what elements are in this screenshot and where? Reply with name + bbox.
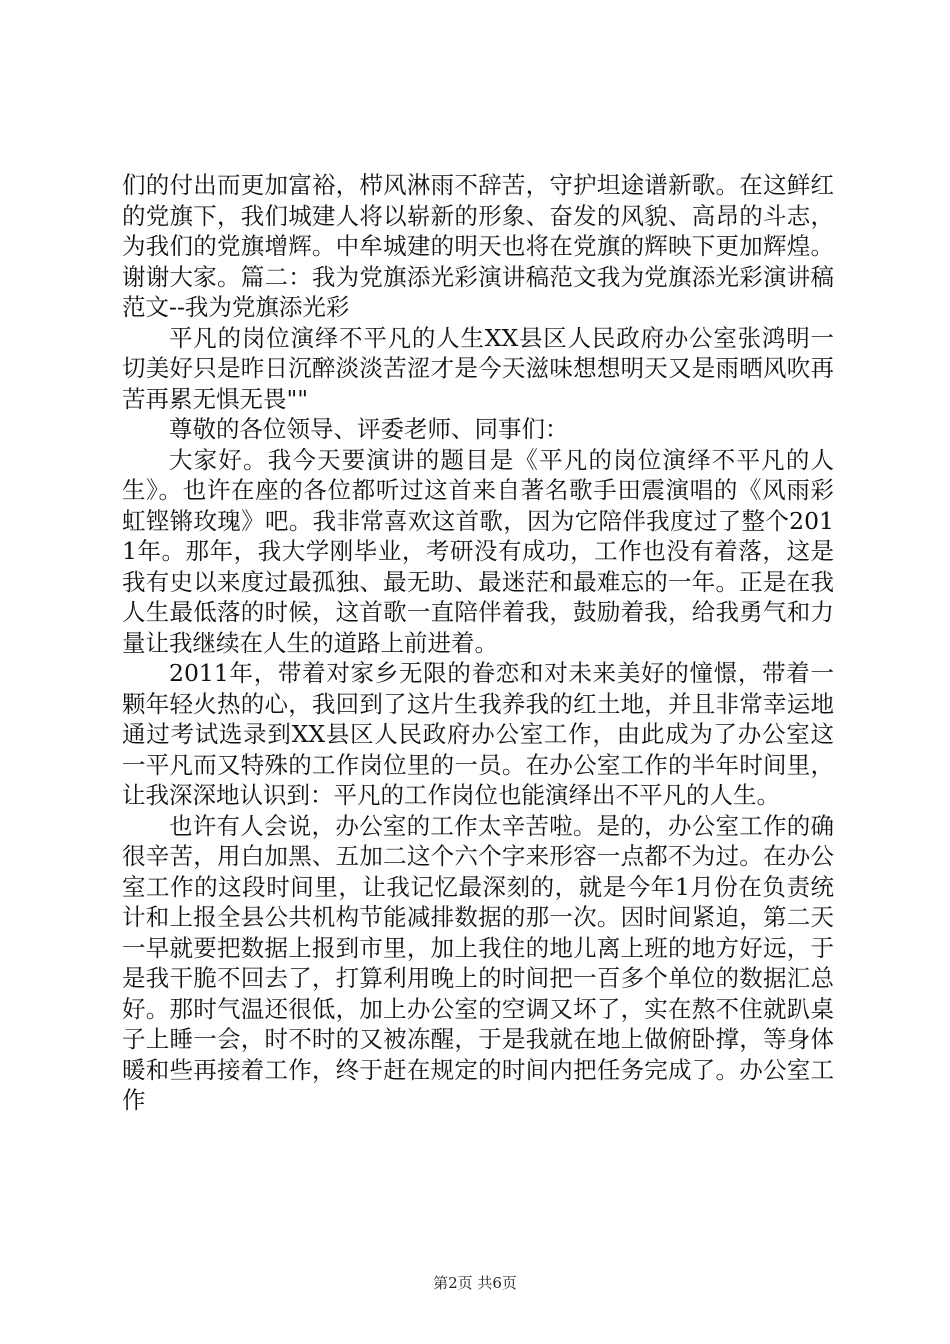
paragraph-speech-title: 平凡的岗位演绎不平凡的人生XX县区人民政府办公室张鸿明一切美好只是昨日沉醉淡淡苦涩才是今天滋味想想明天又是雨晒风吹再苦再累无惧无畏"" — [122, 323, 834, 413]
document-body — [122, 170, 834, 1116]
paragraph-2011: 2011年，带着对家乡无限的眷恋和对未来美好的憧憬，带着一颗年轻火热的心，我回到了这片生我养我的红土地，并且非常幸运地通过考试选录到XX县区人民政府办公室工作，由此成为了办公室这一平凡而又特殊的工作岗位里的一员。在办公室工作的半年时间里，让我深深地认识到：平凡的工作岗位也能演绎出不平凡的人生。 — [122, 659, 834, 809]
paragraph-introduction: 大家好。我今天要演讲的题目是《平凡的岗位演绎不平凡的人生》。也许在座的各位都听过这首来自著名歌手田震演唱的《风雨彩虹铿锵玫瑰》吧。我非常喜欢这首歌，因为它陪伴我度过了整个2011年。那年，我大学刚毕业，考研没有成功，工作也没有着落，这是我有史以来度过最孤独、最无助、最迷茫和最难忘的一年。正是在我人生最低落的时候，这首歌一直陪伴着我，鼓励着我，给我勇气和力量让我继续在人生的道路上前进着。 — [122, 445, 834, 657]
paragraph-salutation: 尊敬的各位领导、评委老师、同事们： — [169, 415, 569, 443]
page-number-footer: 第2页 共6页 — [433, 1274, 517, 1292]
paragraph-continuation: 们的付出而更加富裕，栉风淋雨不辞苦，守护坦途谱新歌。在这鲜红的党旗下，我们城建人将以崭新的形象、奋发的风貌、高昂的斗志，为我们的党旗增辉。中牟城建的明天也将在党旗的辉映下更加辉煌。谢谢大家。篇二：我为党旗添光彩演讲稿范文我为党旗添光彩演讲稿范文--我为党旗添光彩 — [122, 171, 834, 321]
paragraph-office-work: 也许有人会说，办公室的工作太辛苦啦。是的，办公室工作的确很辛苦，用白加黑、五加二这个六个字来形容一点都不为过。在办公室工作的这段时间里，让我记忆最深刻的，就是今年1月份在负责统计和上报全县公共机构节能减排数据的那一次。因时间紧迫，第二天一早就要把数据上报到市里，加上我住的地儿离上班的地方好远，于是我干脆不回去了，打算利用晚上的时间把一百多个单位的数据汇总好。那时气温还很低，加上办公室的空调又坏了，实在熬不住就趴桌子上睡一会，时不时的又被冻醒，于是我就在地上做俯卧撑，等身体暖和些再接着工作，终于赶在规定的时间内把任务完成了。办公室工作 — [122, 811, 834, 1114]
